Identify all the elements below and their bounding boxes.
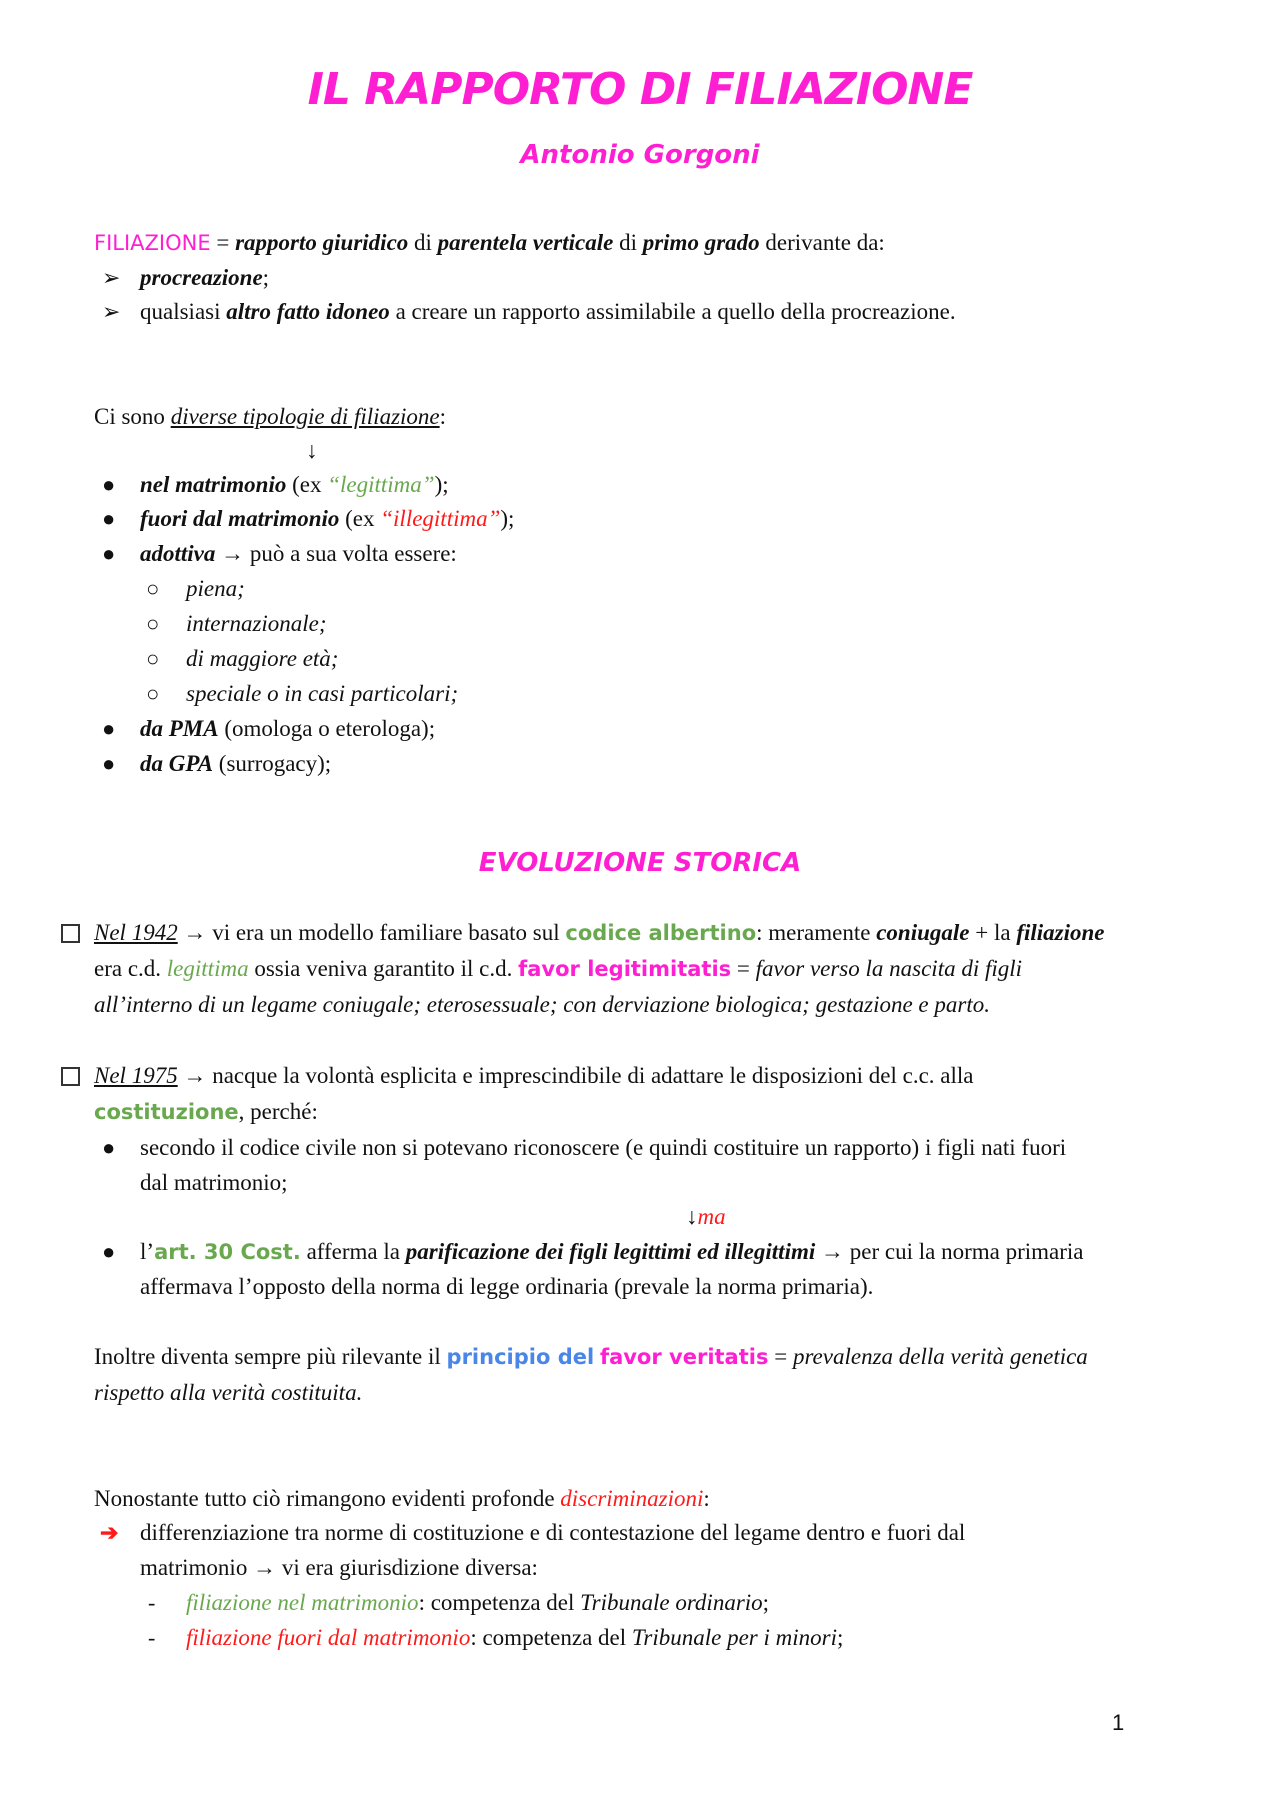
list-item: secondo il codice civile non si potevano riconoscere (e quindi costituire un rapporto) i figli nati fuori	[140, 1135, 1067, 1160]
bullet-icon: ●	[102, 541, 116, 566]
checkbox-icon[interactable]	[61, 924, 80, 943]
definition-line: FILIAZIONE = rapporto giuridico di parentela verticale di primo grado derivante da:	[94, 230, 885, 255]
sub-list-item: filiazione nel matrimonio: competenza del Tribunale ordinario;	[186, 1590, 770, 1615]
definition-term: FILIAZIONE	[94, 231, 211, 255]
circle-bullet-icon: ○	[146, 611, 160, 636]
inoltre-line2: rispetto alla verità costituita.	[94, 1380, 363, 1405]
sub-list-item: piena;	[186, 576, 245, 601]
list-item: adottiva → può a sua volta essere:	[140, 541, 457, 566]
page-title: IL RAPPORTO DI FILIAZIONE	[307, 64, 973, 115]
sub-list-item: filiazione fuori dal matrimonio: competenza del Tribunale per i minori;	[186, 1625, 844, 1650]
circle-bullet-icon: ○	[146, 681, 160, 706]
bullet-icon: ●	[102, 1135, 116, 1160]
list-item: qualsiasi altro fatto idoneo a creare un rapporto assimilabile a quello della procreazione.	[140, 299, 956, 324]
circle-bullet-icon: ○	[146, 646, 160, 671]
bullet-icon: ●	[102, 472, 116, 497]
list-item: da GPA (surrogacy);	[140, 751, 332, 776]
red-arrow-icon: ➔	[100, 1520, 119, 1545]
sub-list-item: internazionale;	[186, 611, 327, 636]
list-item-continuation: affermava l’opposto della norma di legge ordinaria (prevale la norma primaria).	[140, 1274, 874, 1299]
list-item: procreazione;	[140, 265, 270, 290]
bullet-icon: ●	[102, 716, 116, 741]
list-item: nel matrimonio (ex “legittima”);	[140, 472, 449, 497]
ma-connector: ↓ma	[686, 1204, 726, 1229]
sub-list-item: speciale o in casi particolari;	[186, 681, 459, 706]
bullet-icon: ●	[102, 751, 116, 776]
checkbox-icon[interactable]	[61, 1067, 80, 1086]
nonostante-line: Nonostante tutto ciò rimangono evidenti profonde discriminazioni:	[94, 1486, 710, 1511]
bullet-icon: ●	[102, 1239, 116, 1264]
section-heading: EVOLUZIONE STORICA	[478, 848, 802, 878]
author: Antonio Gorgoni	[520, 140, 760, 170]
list-item: l’art. 30 Cost. afferma la parificazione dei figli legittimi ed illegittimi → per cui la norma primaria	[140, 1239, 1084, 1264]
inoltre-line1: Inoltre diventa sempre più rilevante il principio del favor veritatis = prevalenza della verità genetica	[94, 1344, 1088, 1369]
paragraph-1942-line3: all’interno di un legame coniugale; eterosessuale; con derviazione biologica; gestazione e parto.	[94, 992, 990, 1017]
paragraph-1942-line2: era c.d. legittima ossia veniva garantito il c.d. favor legitimitatis = favor verso la nascita di figli	[94, 956, 1023, 981]
arrowhead-bullet-icon: ➢	[102, 265, 121, 290]
list-item-continuation: matrimonio → vi era giurisdizione diversa:	[140, 1555, 538, 1580]
page-number: 1	[1112, 1710, 1125, 1735]
tipologie-intro: Ci sono diverse tipologie di filiazione:	[94, 404, 447, 429]
paragraph-1942-line1: Nel 1942 → vi era un modello familiare basato sul codice albertino: meramente coniugale + la filiazione	[94, 920, 1105, 945]
circle-bullet-icon: ○	[146, 576, 160, 601]
dash-bullet-icon: -	[148, 1590, 156, 1615]
down-arrow-icon: ↓	[686, 1204, 698, 1229]
list-item: da PMA (omologa o eterologa);	[140, 716, 436, 741]
paragraph-1975-line2: costituzione, perché:	[94, 1099, 318, 1124]
list-item: fuori dal matrimonio (ex “illegittima”);	[140, 506, 515, 531]
arrowhead-bullet-icon: ➢	[102, 299, 121, 324]
list-item: differenziazione tra norme di costituzione e di contestazione del legame dentro e fuori dal	[140, 1520, 966, 1545]
list-item-continuation: dal matrimonio;	[140, 1170, 288, 1195]
dash-bullet-icon: -	[148, 1625, 156, 1650]
down-arrow-icon: ↓	[306, 438, 318, 463]
paragraph-1975-line1: Nel 1975 → nacque la volontà esplicita e imprescindibile di adattare le disposizioni del c.c. alla	[94, 1063, 974, 1088]
bullet-icon: ●	[102, 506, 116, 531]
sub-list-item: di maggiore età;	[186, 646, 339, 671]
